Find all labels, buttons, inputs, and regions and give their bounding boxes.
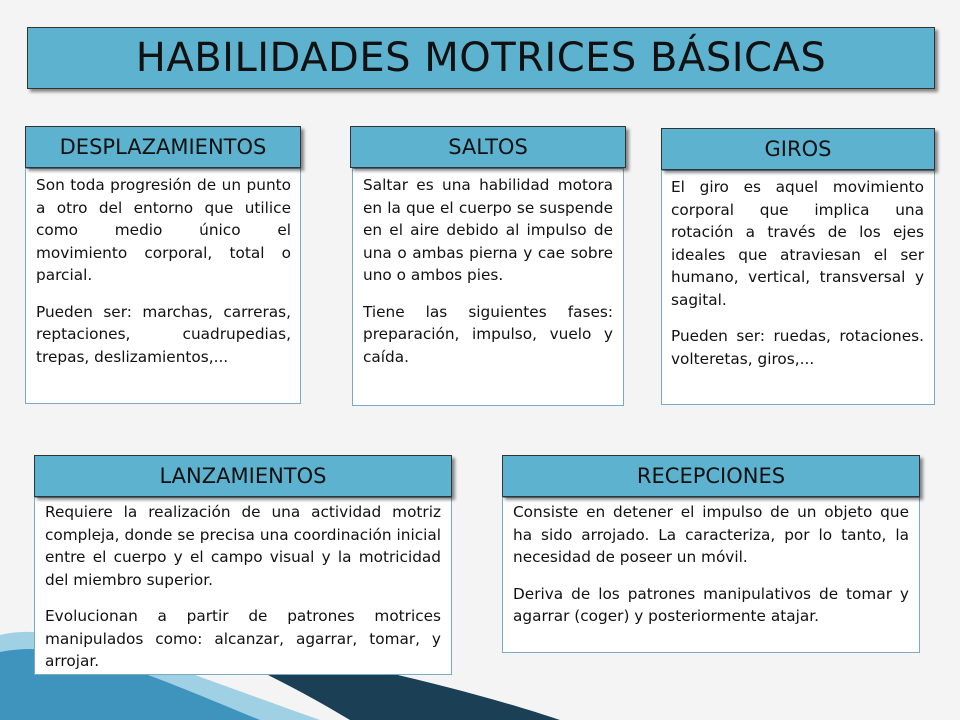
card-heading — [34, 455, 452, 497]
title-banner — [27, 27, 935, 89]
card-body — [502, 497, 920, 653]
card-paragraph: Pueden ser: ruedas, rotaciones. volteretas, giros,... — [671, 327, 924, 368]
page-title: HABILIDADES MOTRICES BÁSICAS — [135, 35, 827, 81]
card-body — [352, 168, 624, 406]
card-paragraph: Tiene las siguientes fases: preparación, impulso, vuelo y caída. — [363, 302, 613, 366]
card-heading-text: LANZAMIENTOS — [159, 464, 327, 488]
card-paragraph: Deriva de los patrones manipulativos de tomar y agarrar (coger) y posteriormente atajar. — [513, 584, 909, 625]
card-heading — [350, 126, 626, 168]
card-heading-text: DESPLAZAMIENTOS — [59, 135, 267, 159]
card-giros — [661, 128, 935, 407]
card-body — [25, 168, 301, 404]
card-paragraph: Son toda progresión de un punto a otro del entorno que utilice como medio único el movimiento corporal, total o parcial. — [36, 176, 291, 284]
card-paragraph: El giro es aquel movimiento corporal que implica una rotación a través de los ejes ideales que atraviesan el ser humano, vertical, transversal y sagital. — [671, 178, 924, 309]
card-body — [661, 170, 935, 405]
card-heading — [25, 126, 301, 168]
card-lanzamientos — [34, 455, 452, 677]
card-recepciones — [502, 455, 920, 653]
card-paragraph: Consiste en detener el impulso de un objeto que ha sido arrojado. La caracteriza, por lo tanto, la necesidad de poseer un móvil. — [513, 503, 909, 566]
card-heading-text: RECEPCIONES — [636, 464, 786, 488]
card-heading-text: GIROS — [764, 137, 832, 161]
card-desplazamientos — [25, 126, 301, 406]
card-paragraph: Pueden ser: marchas, carreras, reptaciones, cuadrupedias, trepas, deslizamientos,... — [36, 302, 291, 366]
card-heading-text: SALTOS — [448, 135, 528, 159]
card-heading — [661, 128, 935, 170]
card-body — [34, 497, 452, 675]
card-paragraph: Evolucionan a partir de patrones motrices manipulados como: alcanzar, agarrar, tomar, y arrojar. — [45, 607, 441, 670]
card-paragraph: Saltar es una habilidad motora en la que el cuerpo se suspende en el aire debido al impulso de una o ambas pierna y cae sobre uno o ambos pies. — [363, 176, 613, 284]
card-heading — [502, 455, 920, 497]
card-saltos — [350, 126, 626, 408]
card-paragraph: Requiere la realización de una actividad motriz compleja, donde se precisa una coordinación inicial entre el cuerpo y el campo visual y la motricidad del miembro superior. — [45, 503, 441, 589]
